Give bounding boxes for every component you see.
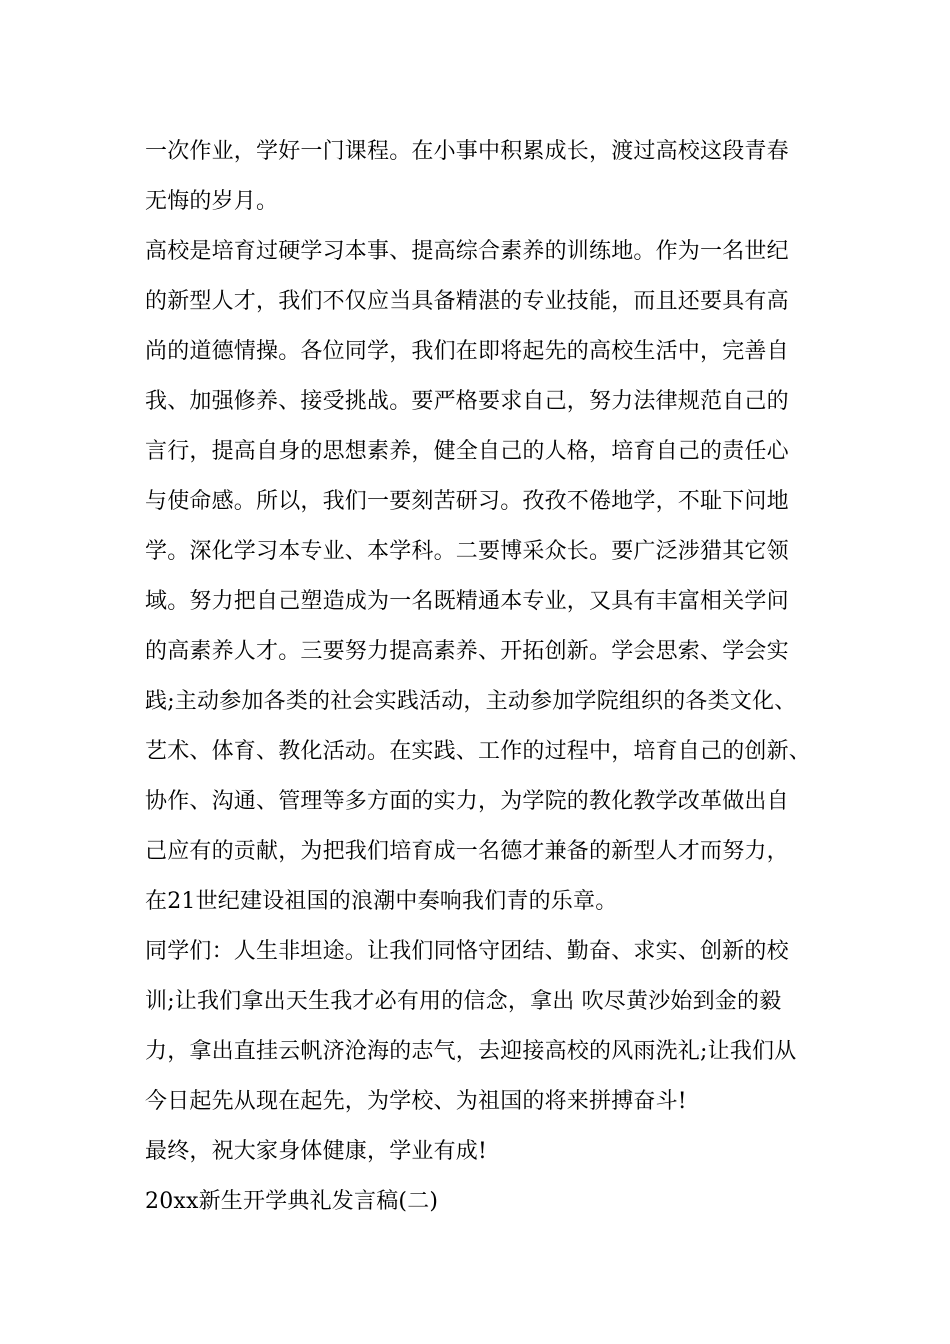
text-line: 无悔的岁月。 xyxy=(145,189,279,214)
text-line: 的新型人才，我们不仅应当具备精湛的专业技能，而且还要具有高 xyxy=(145,289,789,314)
text-line: 学。深化学习本专业、本学科。二要博采众长。要广泛涉猎其它领 xyxy=(145,539,789,564)
text-line: 践;主动参加各类的社会实践活动，主动参加学院组织的各类文化、 xyxy=(145,689,797,714)
text-line: 今日起先从现在起先，为学校、为祖国的将来拼搏奋斗! xyxy=(145,1089,687,1114)
text-line: 我、加强修养、接受挑战。要严格要求自己，努力法律规范自己的 xyxy=(145,389,789,414)
text-line: 训;让我们拿出天生我才必有用的信念，拿出 吹尽黄沙始到金的毅 xyxy=(145,989,782,1014)
text-line: 高校是培育过硬学习本事、提高综合素养的训练地。作为一名世纪 xyxy=(145,239,789,264)
text-line: 与使命感。所以，我们一要刻苦研习。孜孜不倦地学，不耻下问地 xyxy=(145,489,789,514)
text-line: 域。努力把自己塑造成为一名既精通本专业，又具有丰富相关学问 xyxy=(145,589,789,614)
text-line: 力，拿出直挂云帆济沧海的志气，去迎接高校的风雨洗礼;让我们从 xyxy=(145,1039,797,1064)
text-line: 协作、沟通、管理等多方面的实力，为学院的教化教学改革做出自 xyxy=(145,789,789,814)
text-line: 尚的道德情操。各位同学，我们在即将起先的高校生活中，完善自 xyxy=(145,339,789,364)
text-line: 艺术、体育、教化活动。在实践、工作的过程中，培育自己的创新、 xyxy=(145,739,812,764)
text-line: 最终，祝大家身体健康，学业有成! xyxy=(145,1139,488,1164)
section-heading: 20xx新生开学典礼发言稿(二) xyxy=(145,1189,439,1214)
text-line: 一次作业，学好一门课程。在小事中积累成长，渡过高校这段青春 xyxy=(145,139,789,164)
text-line: 己应有的贡献，为把我们培育成一名德才兼备的新型人才而努力， xyxy=(145,839,789,864)
text-line: 言行，提高自身的思想素养，健全自己的人格，培育自己的责任心 xyxy=(145,439,789,464)
text-line: 同学们：人生非坦途。让我们同恪守团结、勤奋、求实、创新的校 xyxy=(145,939,789,964)
text-line: 的高素养人才。三要努力提高素养、开拓创新。学会思索、学会实 xyxy=(145,639,789,664)
text-line: 在21世纪建设祖国的浪潮中奏响我们青的乐章。 xyxy=(145,889,618,914)
